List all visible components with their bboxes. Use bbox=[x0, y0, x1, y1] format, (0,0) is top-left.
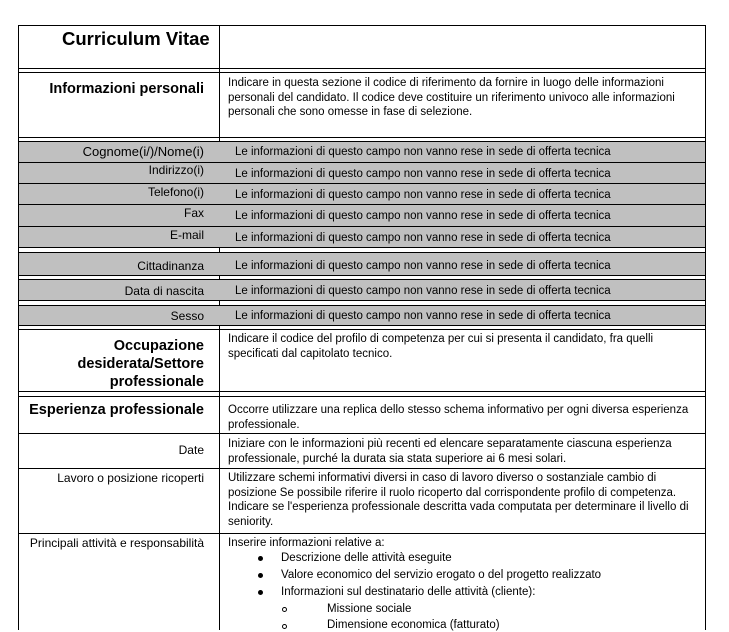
row-divider bbox=[18, 162, 706, 163]
activities-sub-bullet-2: Dimensione economica (fatturato) bbox=[327, 619, 500, 631]
value-telefono: Le informazioni di questo campo non vanno rese in sede di offerta tecnica bbox=[235, 189, 611, 201]
row-divider bbox=[18, 68, 706, 69]
value-cognome-nome: Le informazioni di questo campo non vanno rese in sede di offerta tecnica bbox=[235, 146, 611, 158]
row-divider bbox=[18, 137, 706, 138]
activities-sub-bullet-1: Missione sociale bbox=[327, 603, 412, 615]
label-telefono: Telefono(i) bbox=[147, 185, 204, 199]
row-divider bbox=[18, 305, 706, 306]
bullet-icon bbox=[258, 590, 263, 595]
value-sesso: Le informazioni di questo campo non vanno rese in sede di offerta tecnica bbox=[235, 310, 611, 322]
sub-bullet-icon bbox=[282, 607, 287, 612]
activities-label: Principali attività e responsabilità bbox=[29, 536, 204, 550]
bullet-icon bbox=[258, 556, 263, 561]
row-divider bbox=[18, 252, 706, 253]
personal-section-text: Indicare in questa sezione il codice di riferimento da fornire in luogo delle informazioni personali del candidato. Il codice deve costituire un riferimento univoco alle informazioni personali che sono omesse in fase di selezione. bbox=[228, 77, 675, 118]
label-cittadinanza: Cittadinanza bbox=[137, 259, 204, 273]
row-divider bbox=[18, 396, 706, 397]
label-email: E-mail bbox=[169, 228, 204, 242]
value-cittadinanza: Le informazioni di questo campo non vanno rese in sede di offerta tecnica bbox=[235, 260, 611, 272]
row-divider bbox=[18, 325, 706, 326]
row-divider bbox=[18, 183, 706, 184]
row-divider bbox=[18, 204, 706, 205]
row-divider bbox=[18, 468, 706, 469]
position-text: Utilizzare schemi informativi diversi in caso di lavoro diverso o sostanziale cambio di posizione Se possibile riferire il ruolo ricoperto dal corrispondente profilo di competenza. Indicare se l'esperienza professionale descritta vada computata per determinare il livello di seniority. bbox=[228, 472, 689, 528]
date-label: Date bbox=[178, 443, 204, 457]
occupation-text: Indicare il codice del profilo di competenza per cui si presenta il candidato, fra quelli specificati dal capitolato tecnico. bbox=[228, 333, 654, 360]
label-sesso: Sesso bbox=[170, 309, 204, 323]
experience-text: Occorre utilizzare una replica dello stesso schema informativo per ogni diversa esperienza professionale. bbox=[228, 404, 689, 431]
table-border-left bbox=[18, 25, 19, 630]
row-divider bbox=[18, 226, 706, 227]
cv-title: Curriculum Vitae bbox=[62, 28, 210, 49]
value-fax: Le informazioni di questo campo non vanno rese in sede di offerta tecnica bbox=[235, 210, 611, 222]
activities-bullet-3: Informazioni sul destinatario delle attività (cliente): bbox=[281, 586, 536, 598]
occupation-heading-line2: desiderata/Settore bbox=[77, 356, 204, 372]
row-divider bbox=[18, 300, 706, 301]
occupation-heading-line3: professionale bbox=[109, 374, 204, 390]
personal-section-heading: Informazioni personali bbox=[49, 81, 204, 97]
activities-bullet-1: Descrizione delle attività eseguite bbox=[281, 552, 452, 564]
row-divider bbox=[18, 329, 706, 330]
row-divider bbox=[18, 391, 706, 392]
label-cognome-nome: Cognome(i/)/Nome(i) bbox=[82, 144, 204, 159]
column-divider bbox=[219, 25, 220, 630]
value-email: Le informazioni di questo campo non vanno rese in sede di offerta tecnica bbox=[235, 232, 611, 244]
experience-heading: Esperienza professionale bbox=[29, 402, 204, 418]
label-data-nascita: Data di nascita bbox=[124, 284, 204, 298]
row-divider bbox=[18, 533, 706, 534]
activities-intro: Inserire informazioni relative a: bbox=[228, 537, 385, 549]
bullet-icon bbox=[258, 573, 263, 578]
position-label: Lavoro o posizione ricoperti bbox=[57, 471, 204, 485]
label-fax: Fax bbox=[183, 206, 204, 220]
table-border-right bbox=[705, 25, 706, 630]
activities-bullet-2: Valore economico del servizio erogato o del progetto realizzato bbox=[281, 569, 602, 581]
value-data-nascita: Le informazioni di questo campo non vanno rese in sede di offerta tecnica bbox=[235, 285, 611, 297]
row-divider bbox=[18, 72, 706, 73]
label-indirizzo: Indirizzo(i) bbox=[148, 163, 204, 177]
date-text: Iniziare con le informazioni più recenti ed elencare separatamente ciascuna esperienza professionale, purché la durata sia stata superiore ai 6 mesi solari. bbox=[228, 438, 672, 465]
occupation-heading-line1: Occupazione bbox=[113, 338, 204, 354]
table-border-top bbox=[18, 25, 706, 26]
row-divider bbox=[18, 247, 706, 248]
value-indirizzo: Le informazioni di questo campo non vanno rese in sede di offerta tecnica bbox=[235, 168, 611, 180]
row-divider bbox=[18, 279, 706, 280]
row-divider bbox=[18, 433, 706, 434]
row-divider bbox=[18, 275, 706, 276]
row-divider bbox=[18, 141, 706, 142]
sub-bullet-icon bbox=[282, 624, 287, 629]
